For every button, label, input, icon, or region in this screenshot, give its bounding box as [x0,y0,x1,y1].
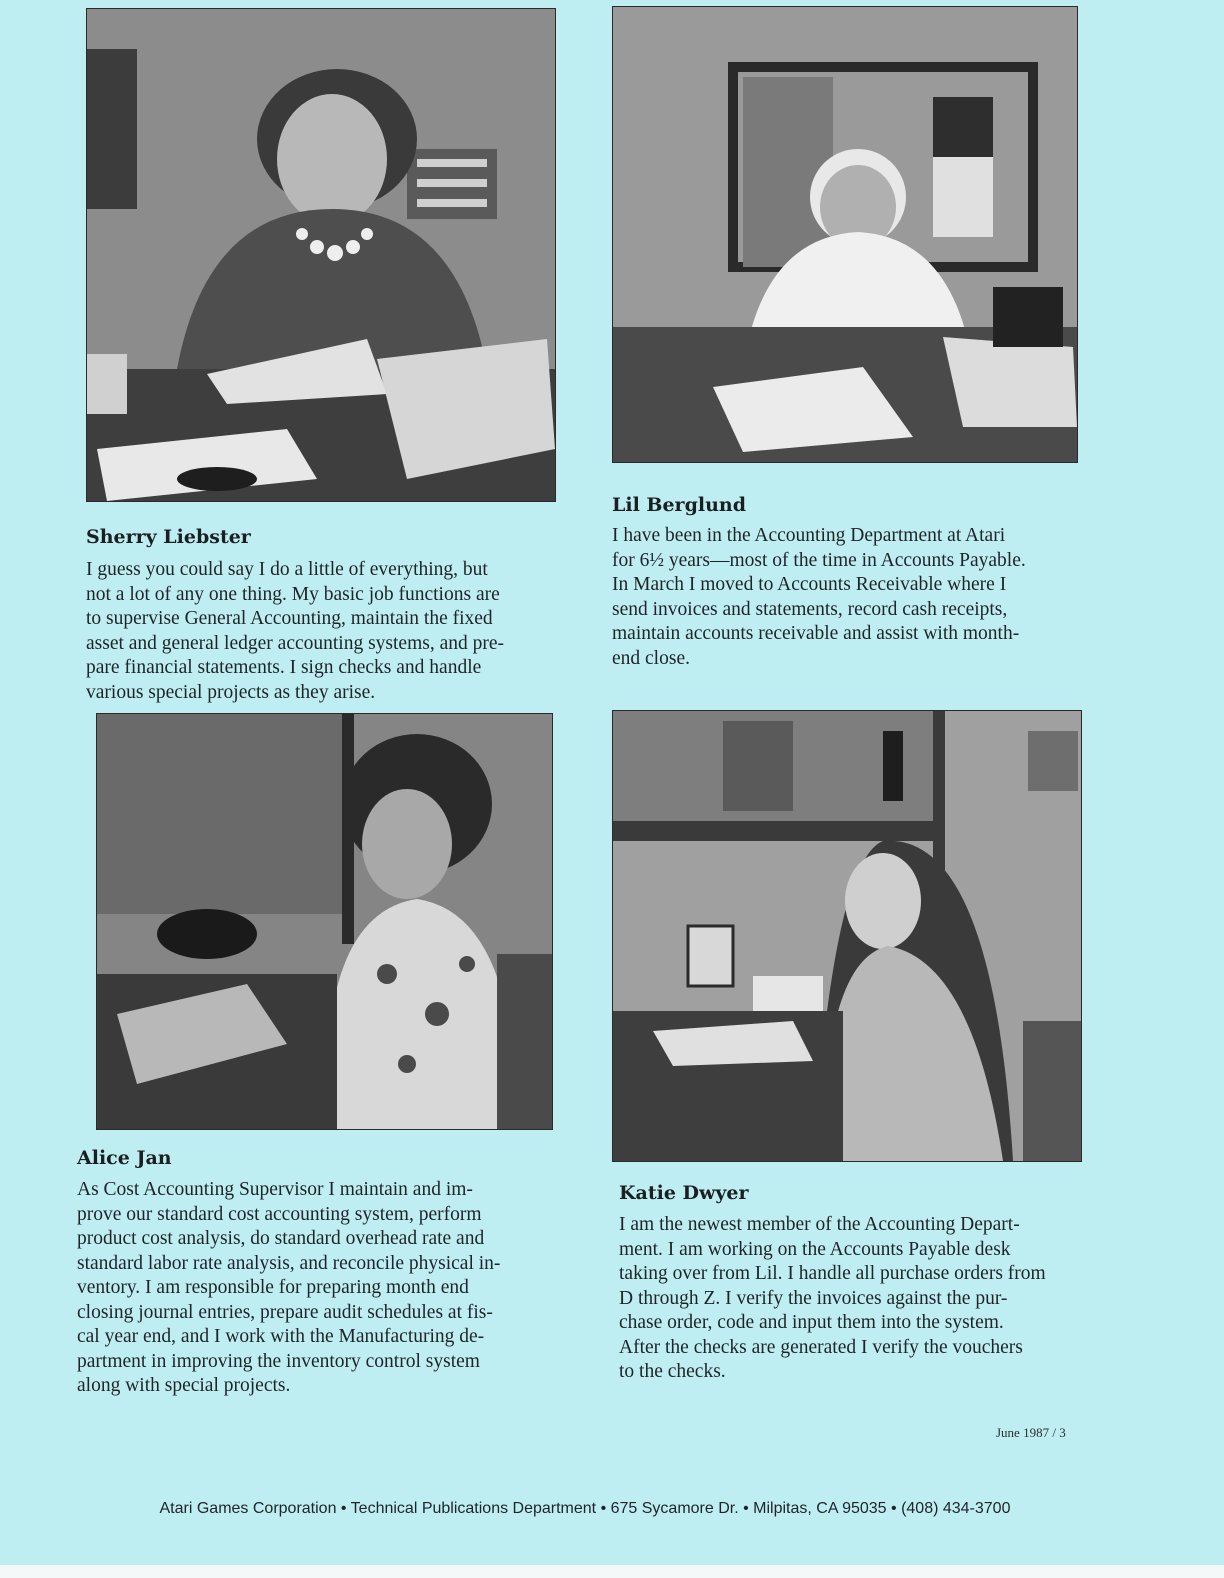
profile-name: Sherry Liebster [86,526,251,548]
profile-name: Katie Dwyer [619,1182,749,1204]
photo-katie-dwyer [612,710,1082,1162]
profile-bio: I guess you could say I do a little of everything, but not a lot of any one thing. My basic job functions are to supervise General Accounting, maintain the fixed asset and general ledger accounting systems, and pre- pare financial statements. I sign checks and handle various special projects as they arise. [86,559,505,703]
profile-bio: As Cost Accounting Supervisor I maintain and im- prove our standard cost accounting system, perform product cost analysis, do standard overhead rate and standard labor rate analysis, and reconcile physical in- ventory. I am responsible for preparing month end closing journal entries, prepare audit schedules at fis- cal year end, and I work with the Manufacturing de- partment in improving the inventory control system along with special projects. [77,1179,501,1396]
page-number: June 1987 / 3 [996,1425,1066,1440]
profile-bio: I have been in the Accounting Department at Atari for 6½ years—most of the time in Accounts Payable. In March I moved to Accounts Receivable where I send invoices and statements, record cash receipts, maintain accounts receivable and assist with month- end close. [612,525,1026,669]
page-bottom-edge [0,1565,1224,1578]
profile-name: Alice Jan [77,1147,172,1169]
photo-alice-jan [96,713,553,1130]
photo-sherry-liebster [86,8,556,502]
profile-bio: I am the newest member of the Accounting Depart- ment. I am working on the Accounts Payable desk taking over from Lil. I handle all purchase orders from D through Z. I verify the invoices against the pur- chase order, code and input them into the system. After the checks are generated I verify the vouchers to the checks. [619,1214,1046,1382]
footer-address: Atari Games Corporation • Technical Publications Department • 675 Sycamore Dr. • Milpitas, CA 95035 • (408) 434-3700 [159,1500,1011,1517]
photo-lil-berglund [612,6,1078,463]
profile-name: Lil Berglund [612,494,746,516]
